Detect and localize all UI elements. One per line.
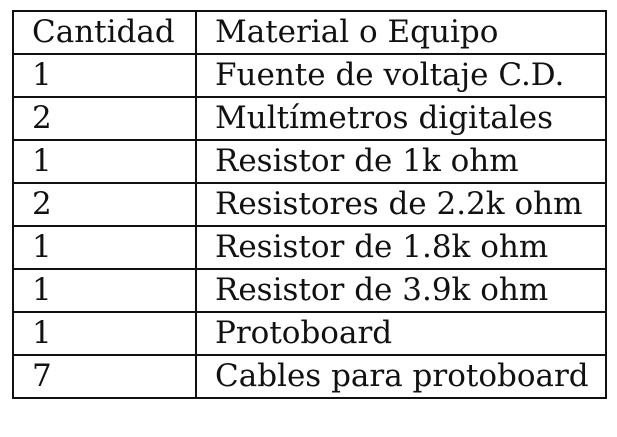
quantity-cell: 2: [13, 183, 196, 226]
quantity-cell: 1: [13, 312, 196, 355]
quantity-cell: 1: [13, 140, 196, 183]
materials-table: [12, 10, 607, 399]
header-quantity: Cantidad: [13, 11, 196, 54]
quantity-cell: 1: [13, 54, 196, 97]
item-cell: Resistores de 2.2k ohm: [196, 183, 606, 226]
table-row: [13, 312, 606, 355]
quantity-cell: 1: [13, 226, 196, 269]
item-cell: Resistor de 1k ohm: [196, 140, 606, 183]
table-row: [13, 269, 606, 312]
table-row: [13, 226, 606, 269]
table-row: [13, 355, 606, 398]
header-item: Material o Equipo: [196, 11, 606, 54]
header-row: [13, 11, 606, 54]
item-cell: Cables para protoboard: [196, 355, 606, 398]
quantity-cell: 1: [13, 269, 196, 312]
table-body: [13, 54, 606, 398]
table-header: [13, 11, 606, 54]
table-row: [13, 183, 606, 226]
item-cell: Resistor de 3.9k ohm: [196, 269, 606, 312]
table-row: [13, 140, 606, 183]
table-row: [13, 54, 606, 97]
quantity-cell: 7: [13, 355, 196, 398]
item-cell: Fuente de voltaje C.D.: [196, 54, 606, 97]
item-cell: Protoboard: [196, 312, 606, 355]
table-row: [13, 97, 606, 140]
item-cell: Resistor de 1.8k ohm: [196, 226, 606, 269]
item-cell: Multímetros digitales: [196, 97, 606, 140]
quantity-cell: 2: [13, 97, 196, 140]
